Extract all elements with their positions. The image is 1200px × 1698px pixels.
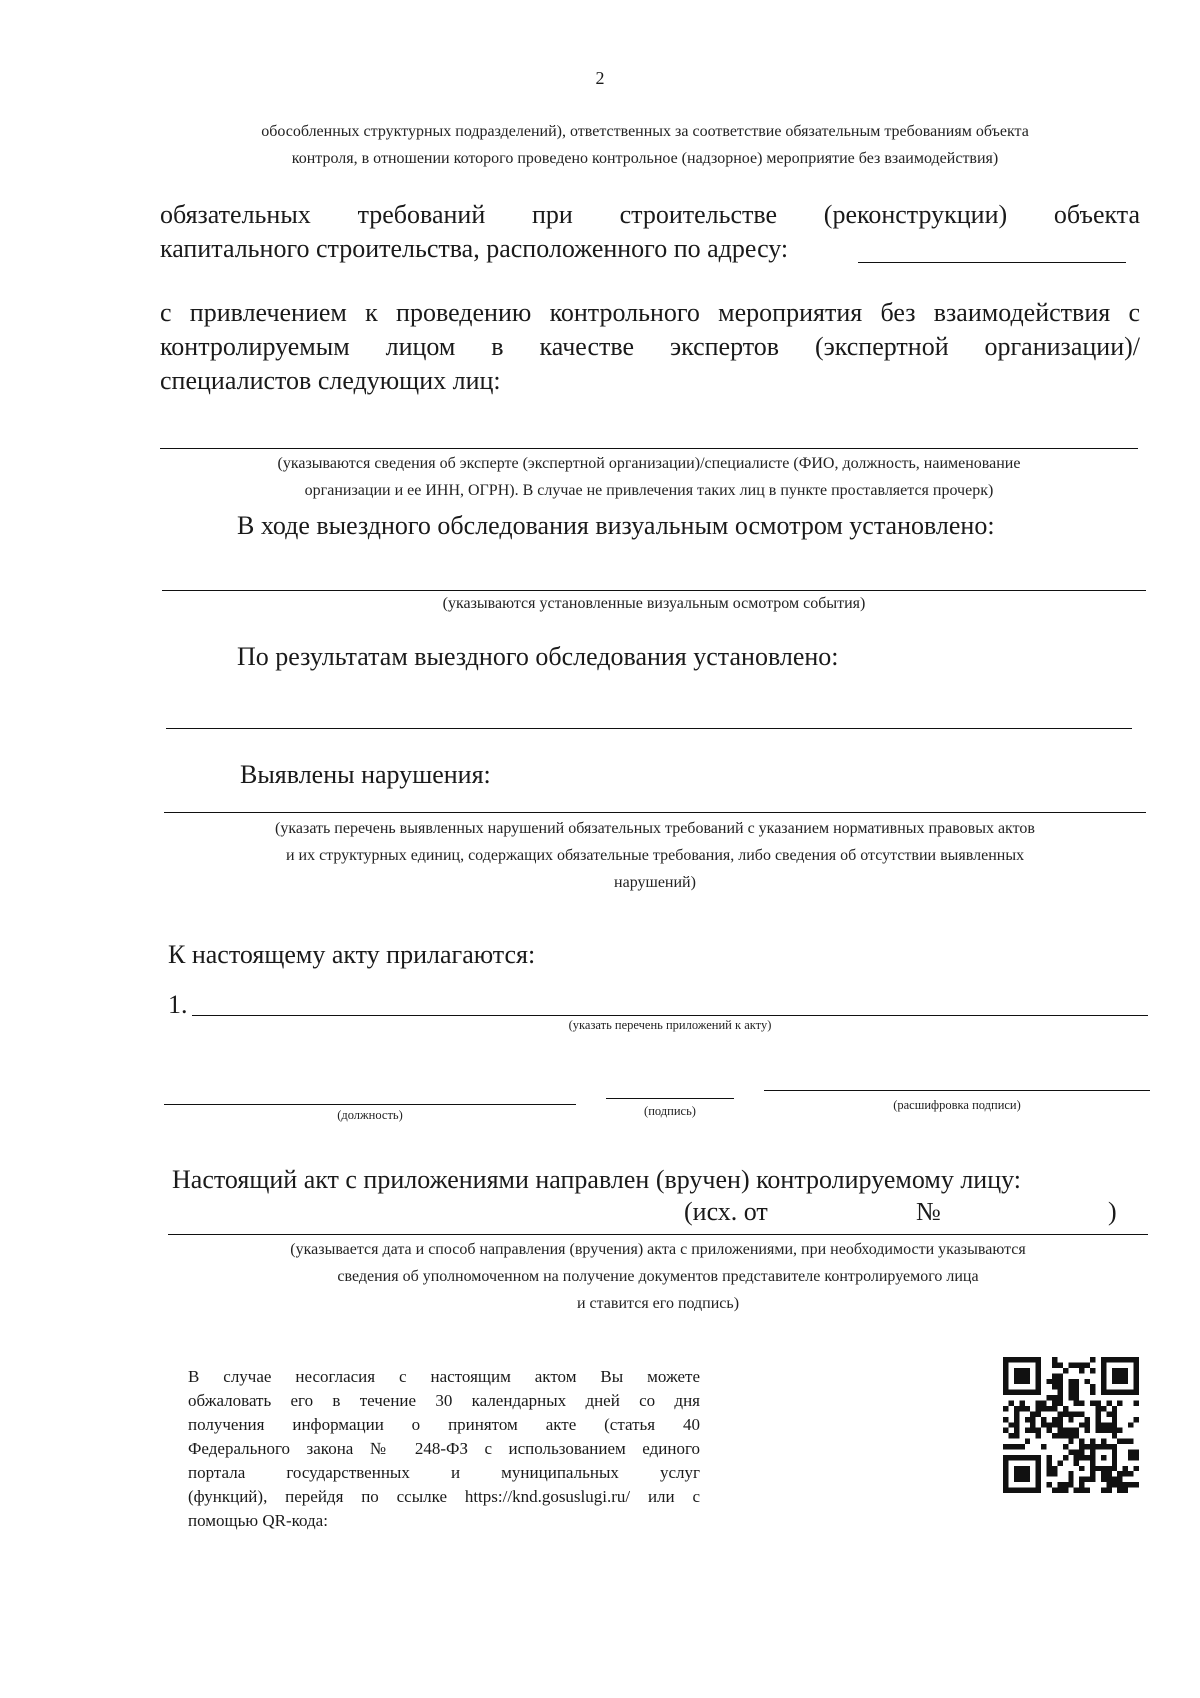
experts-paragraph: [160, 296, 1140, 398]
experts-paragraph-line-2: контролируемым лицом в качестве экспертов (экспертной организации)/: [160, 332, 1140, 361]
header-caption: [150, 118, 1140, 172]
experts-caption: [160, 450, 1138, 504]
experts-paragraph-line-1: с привлечением к проведению контрольного мероприятия без взаимодействия с: [160, 298, 1140, 327]
header-caption-line-1: обособленных структурных подразделений), ответственных за соответствие обязательным требованиям объекта: [261, 123, 1029, 140]
address-field-line: [858, 262, 1126, 263]
qr-code-graphic: [1003, 1357, 1139, 1493]
attachment-item-number: 1.: [168, 990, 188, 1019]
appeal-notice-line-1: В случае несогласия с настоящим актом Вы можете: [188, 1367, 700, 1386]
violations-heading: Выявлены нарушения:: [240, 760, 491, 789]
experts-caption-line-1: (указываются сведения об эксперте (экспертной организации)/специалисте (ФИО, должность, наименование: [277, 455, 1021, 472]
appeal-notice-line-2: обжаловать его в течение 30 календарных дней со дня: [188, 1391, 700, 1410]
delivery-ref-prefix: (исх. от: [684, 1197, 768, 1226]
object-paragraph-line-1: обязательных требований при строительстве (реконструкции) объекта: [160, 200, 1140, 229]
delivery-heading: Настоящий акт с приложениями направлен (вручен) контролируемому лицу:: [172, 1165, 1021, 1194]
header-caption-line-2: контроля, в отношении которого проведено контрольное (надзорное) мероприятие без взаимодействия): [291, 150, 999, 167]
signature-line: [606, 1098, 734, 1099]
appeal-notice-line-3: получения информации о принятом акте (статья 40: [188, 1415, 700, 1434]
page-number: 2: [595, 68, 605, 88]
visual-inspection-caption: (указываются установленные визуальным осмотром события): [442, 595, 866, 612]
attachment-item-line: [192, 1015, 1148, 1016]
results-field-line: [166, 728, 1132, 729]
signature-caption: (подпись): [644, 1104, 696, 1118]
position-caption: (должность): [337, 1108, 403, 1122]
attachments-caption: (указать перечень приложений к акту): [568, 1018, 772, 1032]
visual-inspection-heading: В ходе выездного обследования визуальным осмотром установлено:: [237, 511, 995, 540]
delivery-reference: [684, 1197, 1134, 1227]
attachments-heading: К настоящему акту прилагаются:: [168, 940, 536, 969]
delivery-caption-line-1: (указывается дата и способ направления (вручения) акта с приложениями, при необходимости указываются: [290, 1241, 1026, 1258]
appeal-notice-line-7: помощью QR-кода:: [188, 1511, 328, 1530]
position-signature-line: [164, 1104, 576, 1105]
appeal-notice-line-4: Федерального закона № 248-ФЗ с использованием единого: [188, 1439, 700, 1458]
violations-field-line: [164, 812, 1146, 813]
delivery-field-line: [168, 1234, 1148, 1235]
object-paragraph-line-2: [160, 232, 1140, 266]
violations-caption-line-1: (указать перечень выявленных нарушений обязательных требований с указанием нормативных правовых актов: [275, 820, 1035, 837]
appeal-notice: [188, 1365, 700, 1533]
qr-code-icon[interactable]: [1003, 1357, 1139, 1493]
experts-field-line: [160, 448, 1138, 449]
object-address-label: капитального строительства, расположенного по адресу:: [160, 234, 789, 263]
results-heading: По результатам выездного обследования установлено:: [237, 642, 839, 671]
experts-caption-line-2: организации и ее ИНН, ОГРН). В случае не привлечения таких лиц в пункте проставляется прочерк): [304, 482, 994, 499]
signature-decoding-line: [764, 1090, 1150, 1091]
violations-caption: [164, 815, 1146, 896]
delivery-caption: [168, 1236, 1148, 1317]
delivery-caption-line-2: сведения об уполномоченном на получение документов представителе контролируемого лица: [337, 1268, 979, 1285]
violations-caption-line-2: и их структурных единиц, содержащих обязательные требования, либо сведения об отсутствии выявленных: [285, 847, 1025, 864]
appeal-notice-line-6: (функций), перейдя по ссылке https://knd.gosuslugi.ru/ или с: [188, 1487, 700, 1506]
experts-paragraph-line-3: специалистов следующих лиц:: [160, 366, 501, 395]
appeal-notice-line-5: портала государственных и муниципальных услуг: [188, 1463, 700, 1482]
delivery-ref-close: ): [1108, 1197, 1117, 1226]
violations-caption-line-3: нарушений): [614, 874, 696, 891]
object-paragraph: [160, 198, 1140, 266]
delivery-ref-number: №: [916, 1197, 941, 1226]
delivery-caption-line-3: и ставится его подпись): [576, 1295, 740, 1312]
signature-decoding-caption: (расшифровка подписи): [893, 1098, 1021, 1112]
